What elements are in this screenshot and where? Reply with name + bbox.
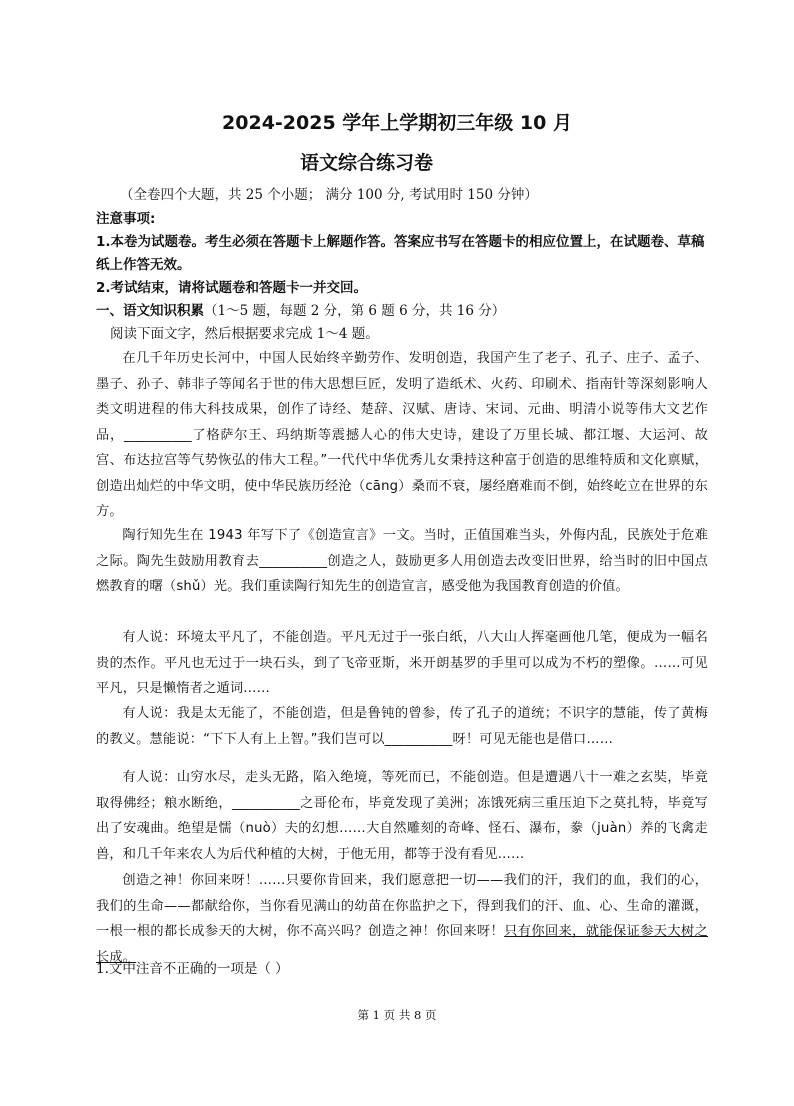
passage-paragraph-6 [96, 868, 708, 970]
note-item-2: 2.考试结束，请将试题卷和答题卡一并交回。 [96, 280, 368, 296]
notes-heading: 注意事项: [96, 211, 156, 227]
passage-paragraph-4: 有人说：我是太无能了，不能创造，但是鲁钝的曾参，传了孔子的道统；不识字的慧能，传了黄梅的教义。慧能说：“下下人有上上智。”我们岂可以__________呀！可见无能也是借口…… [96, 706, 708, 747]
section-1-instruction: 阅读下面文字，然后根据要求完成 1～4 题。 [110, 326, 379, 342]
section-1-heading [96, 300, 708, 323]
question-1: 1.文中注音不正确的一项是（ ） [96, 961, 289, 977]
note-item-1: 1.本卷为试题卷。考生必须在答题卡上解题作答。答案应书写在答题卡的相应位置上，在试题卷、草稿纸上作答无效。 [96, 234, 705, 273]
section-1-heading-rest: （1～5 题，每题 2 分，第 6 题 6 分，共 16 分） [204, 303, 506, 319]
passage-underlined-sentence: 只有你回来，就能保证参天大树之长成。 [96, 924, 709, 965]
passage-paragraph-3: 有人说：环境太平凡了，不能创造。平凡无过于一张白纸，八大山人挥毫画他几笔，便成为一幅名贵的杰作。平凡也无过于一块石头，到了飞帝亚斯，米开朗基罗的手里可以成为不朽的塑像。……可见平凡，只是懒惰者之遁词…… [96, 630, 708, 696]
section-1-header [96, 300, 708, 346]
exam-title: 2024-2025 学年上学期初三年级 10 月 [222, 112, 572, 134]
section-1-heading-bold: 一、语文知识积累 [96, 303, 204, 319]
passage-paragraph-5: 有人说：山穷水尽，走头无路，陷入绝境，等死而已，不能创造。但是遭遇八十一难之玄奘，毕竟取得佛经；粮水断绝，__________之哥伦布，毕竟发现了美洲；冻饿死病三重压迫下之莫扎特，毕竟写出了安魂曲。绝望是懦（nuò）夫的幻想……大自然雕刻的奇峰、怪石、瀑布，豢（juàn）养的飞禽走兽，和几千年来农人为后代种植的大树，于他无用，都等于没有看见…… [96, 770, 708, 862]
passage-paragraph-2: 陶行知先生在 1943 年写下了《创造宣言》一文。当时，正值国难当头，外侮内乱，民族处于危难之际。陶先生鼓励用教育去__________创造之人，鼓励更多人用创造去改变旧世界，给当时的旧中国点燃教育的曙（shǔ）光。我们重读陶行知先生的创造宣言，感受他为我国教育创造的价值。 [96, 528, 708, 594]
exam-subtitle: 语文综合练习卷 [300, 152, 434, 174]
passage-paragraph-1: 在几千年历史长河中，中国人民始终辛勤劳作、发明创造，我国产生了老子、孔子、庄子、孟子、墨子、孙子、韩非子等闻名于世的伟大思想巨匠，发明了造纸术、火药、印刷术、指南针等深刻影响人类文明进程的伟大科技成果，创作了诗经、楚辞、汉赋、唐诗、宋词、元曲、明清小说等伟大文艺作品，__________了格萨尔王、玛纳斯等震撼人心的伟大史诗，建设了万里长城、都江堰、大运河、故宫、布达拉宫等气势恢弘的伟大工程。”一代代中华优秀儿女秉持这种富于创造的思维特质和文化禀赋，创造出灿烂的中华文明，使中华民族历经沧（cāng）桑而不衰，屡经磨难而不倒，始终屹立在世界的东方。 [96, 351, 708, 519]
page-footer: 第 1 页 共 8 页 [357, 1008, 437, 1022]
passage-paragraph-6-main: 创造之神！你回来呀！……只要你肯回来，我们愿意把一切——我们的汗，我们的血，我们的心，我们的生命——都献给你，当你看见满山的幼苗在你监护之下，得到我们的汗、血、心、生命的灌溉，一根一根的都长成参天的大树，你不高兴吗？创造之神！你回来呀！ [96, 873, 708, 939]
exam-info: （全卷四个大题，共 25 个小题； 满分 100 分, 考试用时 150 分钟） [120, 187, 538, 203]
notes-section [96, 208, 708, 300]
